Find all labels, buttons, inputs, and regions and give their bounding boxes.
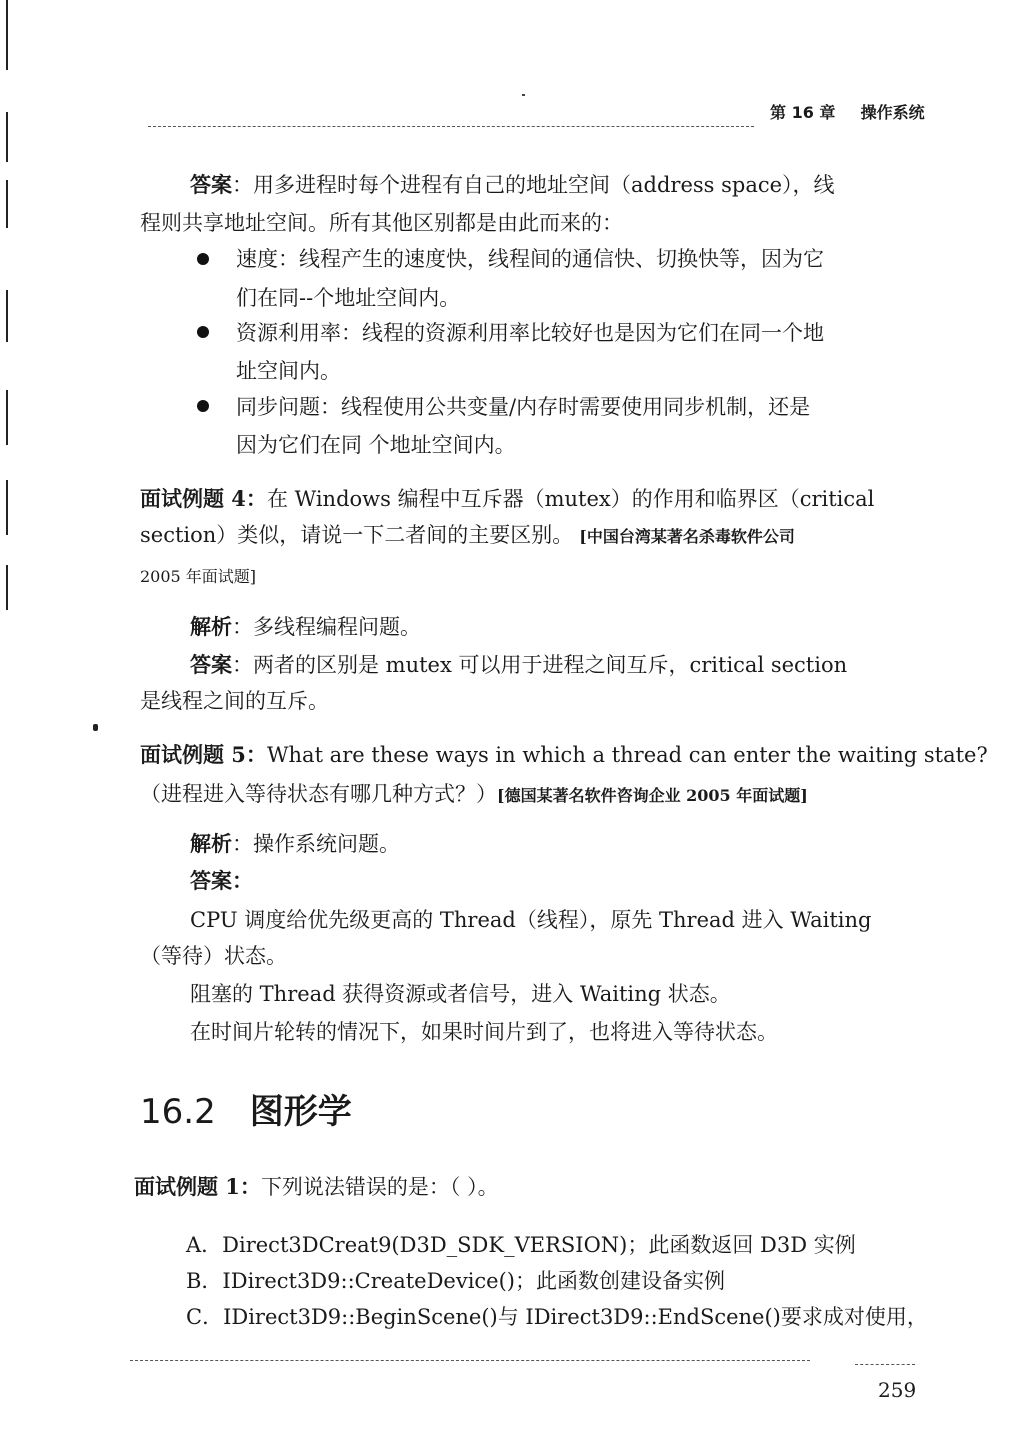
section-number: 16.2: [140, 1092, 216, 1132]
question-4-source: [中国台湾某著名杀毒软件公司: [579, 527, 795, 546]
answer-line: 是线程之间的互斥。: [140, 689, 329, 713]
bullet-icon: [197, 326, 209, 338]
scan-edge-mark: [6, 480, 8, 535]
header-chapter: 第 16 章: [770, 103, 836, 122]
header-title: 操作系统: [860, 103, 925, 122]
question-5-line: 面试例题 5：What are these ways in which a thread can enter the waiting state?: [140, 742, 988, 767]
bullet-item-line: 资源利用率：线程的资源利用率比较好也是因为它们在同一个地: [236, 321, 824, 345]
bullet-item-line: 们在同--个地址空间内。: [236, 286, 461, 310]
analysis-label: 解析: [190, 831, 232, 856]
question-5-label: 面试例题 5：: [140, 742, 267, 767]
answer-line: CPU 调度给优先级更高的 Thread（线程），原先 Thread 进入 Waiting: [190, 908, 872, 932]
scan-speck: [522, 94, 525, 96]
option-b: B．IDirect3D9::CreateDevice()；此函数创建设备实例: [186, 1269, 725, 1293]
bullet-icon: [197, 253, 209, 265]
section-heading: [140, 1084, 352, 1133]
question-4-line: section）类似，请说一下二者间的主要区别。 [中国台湾某著名杀毒软件公司: [140, 523, 795, 547]
analysis-label: 解析: [190, 614, 232, 639]
scan-edge-mark: [6, 180, 8, 228]
bullet-item-line: 速度：线程产生的速度快，线程间的通信快、切换快等，因为它: [236, 247, 824, 271]
answer-line: 阻塞的 Thread 获得资源或者信号，进入 Waiting 状态。: [190, 982, 731, 1006]
answer-line: 答案：两者的区别是 mutex 可以用于进程之间互斥，critical section: [190, 652, 848, 677]
footer-rule: [130, 1360, 810, 1361]
scan-edge-mark: [6, 290, 8, 342]
question-1-line: 面试例题 1：下列说法错误的是：（ ）。: [134, 1174, 499, 1199]
header-rule: [148, 126, 754, 127]
question-4-label: 面试例题 4：: [140, 486, 267, 511]
answer-paragraph-line: 答案：用多进程时每个进程有自己的地址空间（address space），线: [190, 172, 835, 197]
question-4-source-line: 2005 年面试题]: [140, 567, 257, 586]
running-header: [770, 100, 925, 123]
bullet-item-line: 址空间内。: [236, 359, 341, 383]
question-5-line: （进程进入等待状态有哪几种方式？）[德国某著名软件咨询企业 2005 年面试题]: [140, 782, 808, 806]
bullet-icon: [197, 400, 209, 412]
answer-label: 答案：: [190, 868, 253, 893]
scan-edge-mark: [6, 112, 8, 162]
question-1-label: 面试例题 1：: [134, 1174, 261, 1199]
scan-edge-mark: [6, 565, 8, 610]
page-number: 259: [878, 1378, 917, 1402]
question-5-source: [德国某著名软件咨询企业 2005 年面试题]: [497, 786, 808, 805]
scan-edge-mark: [6, 390, 8, 445]
analysis-line: 解析：多线程编程问题。: [190, 614, 421, 639]
section-title: 图形学: [249, 1092, 352, 1132]
question-4-line: 面试例题 4：在 Windows 编程中互斥器（mutex）的作用和临界区（critical: [140, 486, 875, 511]
answer-line: （等待）状态。: [140, 944, 287, 968]
scan-edge-mark: [6, 0, 8, 70]
option-a: A．Direct3DCreat9(D3D_SDK_VERSION)；此函数返回 D3D 实例: [186, 1233, 856, 1257]
bullet-item-line: 因为它们在同 个地址空间内。: [236, 433, 516, 457]
analysis-line: 解析：操作系统问题。: [190, 831, 400, 856]
answer-label: 答案: [190, 652, 232, 677]
answer-label: 答案: [190, 172, 232, 197]
answer-line: 在时间片轮转的情况下，如果时间片到了，也将进入等待状态。: [190, 1020, 778, 1044]
scan-speck: [93, 724, 98, 731]
footer-rule: [855, 1364, 915, 1365]
option-c: C．IDirect3D9::BeginScene()与 IDirect3D9::EndScene()要求成对使用，: [186, 1305, 928, 1329]
bullet-item-line: 同步问题：线程使用公共变量/内存时需要使用同步机制，还是: [236, 395, 811, 419]
answer-paragraph-line: 程则共享地址空间。所有其他区别都是由此而来的：: [140, 211, 623, 235]
